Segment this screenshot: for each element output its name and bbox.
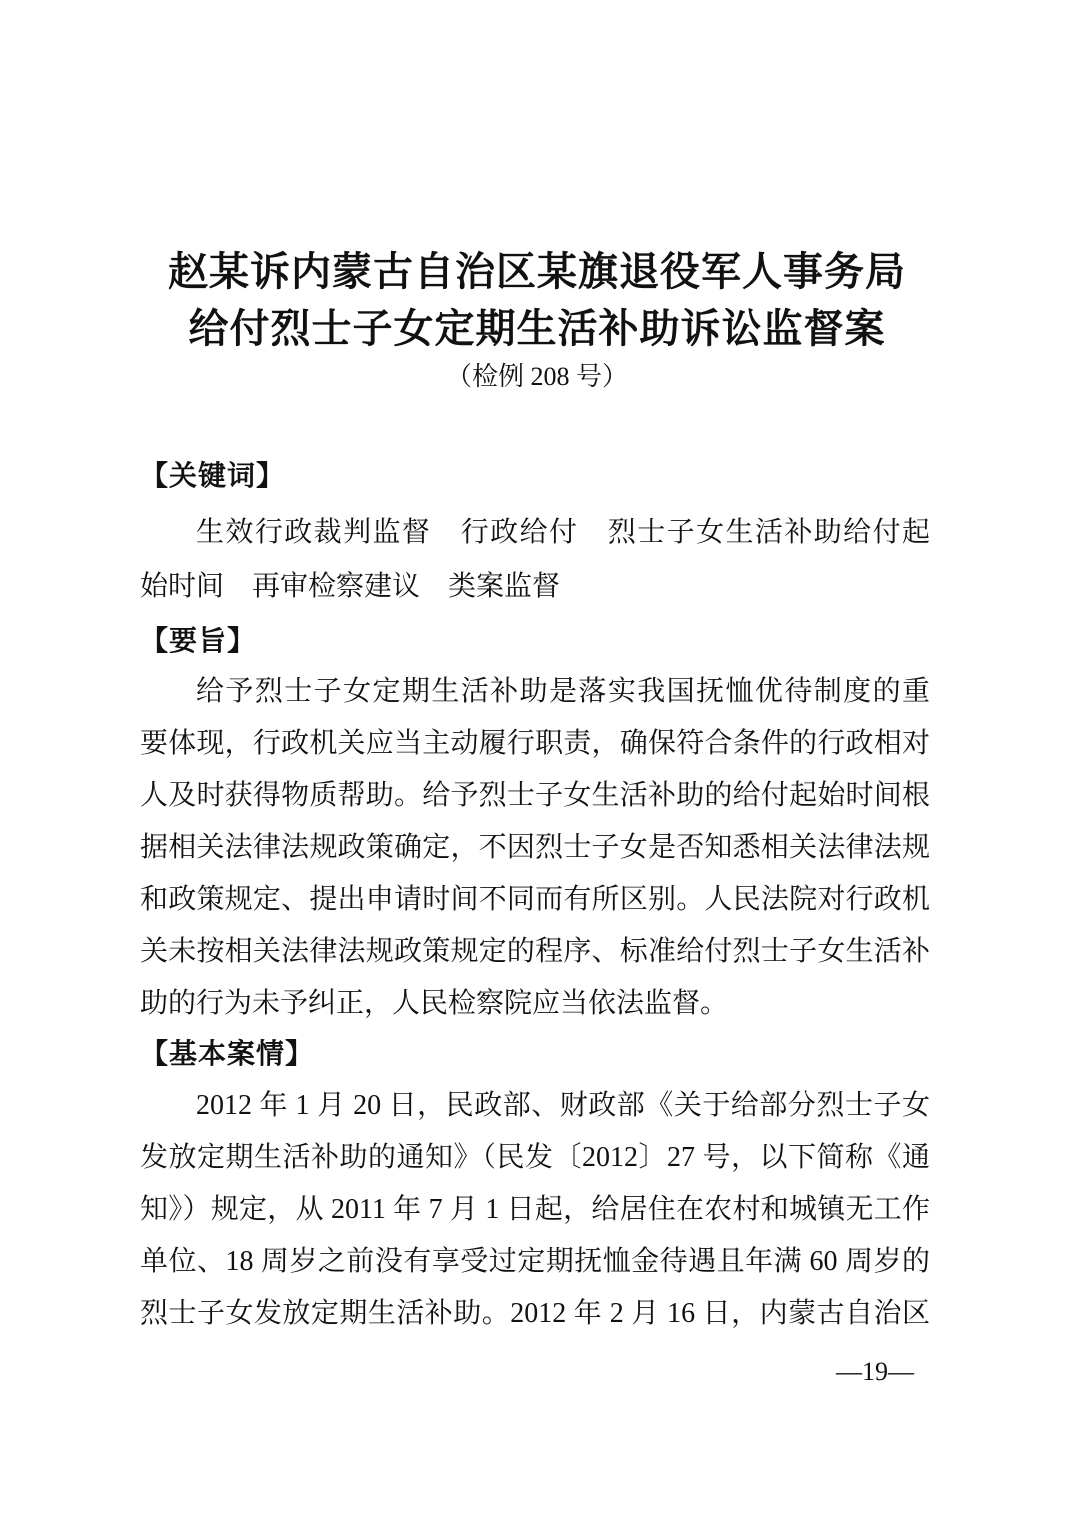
gist-line: 关未按相关法律法规政策规定的程序、标准给付烈士子女生活补: [140, 936, 930, 967]
facts-line: 烈士子女发放定期生活补助。2012 年 2 月 16 日，内蒙古自治区: [140, 1298, 930, 1329]
page-number: —19—: [836, 1357, 914, 1386]
case-title: [0, 243, 1074, 357]
gist-line: 和政策规定、提出申请时间不同而有所区别。人民法院对行政机: [140, 884, 930, 915]
facts-paragraph: [140, 1080, 930, 1340]
gist-paragraph: [140, 666, 930, 1030]
case-title-line-2: 给付烈士子女定期生活补助诉讼监督案: [188, 306, 886, 351]
keywords-heading: 【关键词】: [140, 460, 286, 491]
case-number: （检例 208 号）: [445, 362, 628, 391]
gist-line: 人及时获得物质帮助。给予烈士子女生活补助的给付起始时间根: [140, 780, 930, 811]
keywords-line: 生效行政裁判监督 行政给付 烈士子女生活补助给付起: [196, 517, 930, 548]
gist-heading: 【要旨】: [140, 625, 257, 656]
facts-heading: 【基本案情】: [140, 1038, 315, 1069]
gist-line: 给予烈士子女定期生活补助是落实我国抚恤优待制度的重: [196, 676, 930, 707]
facts-line: 知》）规定，从 2011 年 7 月 1 日起，给居住在农村和城镇无工作: [140, 1194, 930, 1225]
gist-line: 要体现，行政机关应当主动履行职责，确保符合条件的行政相对: [140, 728, 930, 759]
gist-line: 据相关法律法规政策确定，不因烈士子女是否知悉相关法律法规: [140, 832, 930, 863]
facts-line: 发放定期生活补助的通知》（民发〔2012〕27 号，以下简称《通: [140, 1142, 930, 1173]
gist-line: 助的行为未予纠正，人民检察院应当依法监督。: [140, 988, 729, 1019]
facts-line: 2012 年 1 月 20 日，民政部、财政部《关于给部分烈士子女: [196, 1090, 930, 1121]
case-title-line-1: 赵某诉内蒙古自治区某旗退役军人事务局: [168, 249, 906, 294]
keywords-line: 始时间 再审检察建议 类案监督: [140, 571, 561, 602]
facts-line: 单位、18 周岁之前没有享受过定期抚恤金待遇且年满 60 周岁的: [140, 1246, 930, 1277]
keywords-paragraph: [140, 506, 930, 614]
